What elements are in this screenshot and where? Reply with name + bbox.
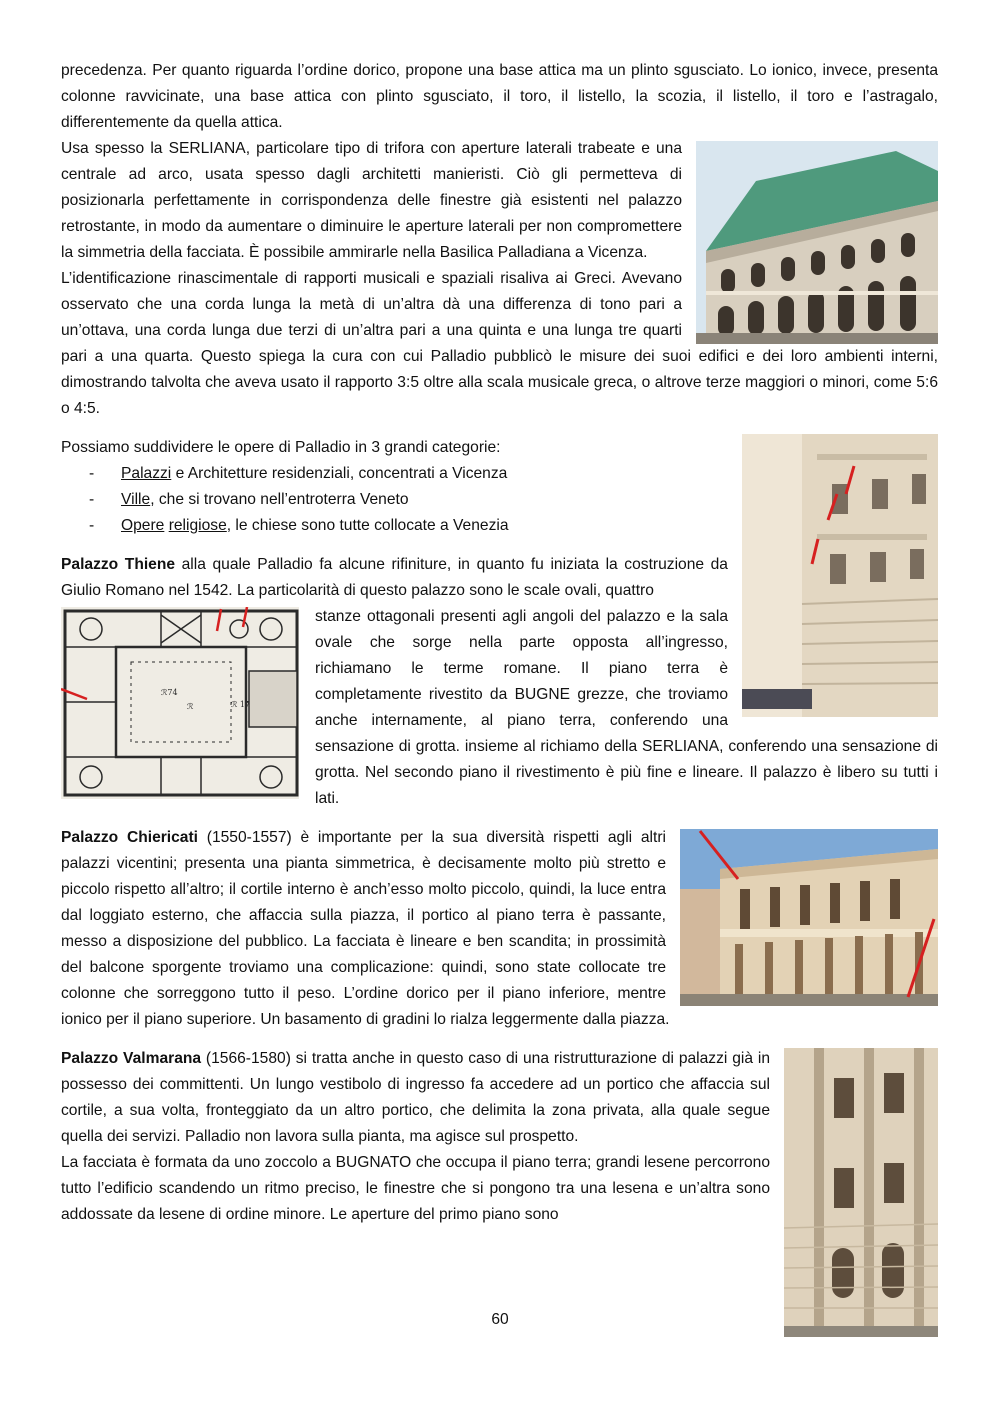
- valmarana-paragraph-1: Palazzo Valmarana (1566-1580) si tratta anche in questo caso di una ristrutturazione di palazzi già in possesso dei committenti. Un lungo vestibolo di ingresso fa accedere ad un portico che affaccia sul cortile, a sua volta, fronteggiato da un altro portico, che delimita la zona privata, alla quale segue quella dei servizi. Palladio non lavora sulla pianta, ma agisce sul prospetto.: [61, 1050, 770, 1145]
- thiene-paragraph-body: stanze ottagonali presenti agli angoli del palazzo e la sala ovale che sorge nella parte opposta all’ingresso, richiamano le terme romane. Il piano terra è completamente rivestito da BUGNE grezze, che troviamo anche internamente, al piano terra, conferendo una sensazione di grotta. insieme al richiamo della SERLIANA, conferendo una sensazione di grotta. Nel secondo piano il rivestimento è più fine e lineare. Il palazzo è libero su tutti i lati.: [315, 608, 938, 807]
- chiericati-title: Palazzo Chiericati: [61, 829, 199, 846]
- category-link: Palazzi: [121, 465, 172, 482]
- thiene-title: Palazzo Thiene: [61, 556, 176, 573]
- valmarana-paragraph-2: La facciata è formata da uno zoccolo a BUGNATO che occupa il piano terra; grandi lesene percorrono tutto l’edificio scandendo un ritmo preciso, le finestre che si pongono tra una lesena e un’altra sono addossate da lesene di ordine minore. Le aperture del primo piano sono: [61, 1154, 770, 1223]
- category-link: religiose: [168, 517, 227, 534]
- thiene-paragraph-intro: Palazzo Thiene alla quale Palladio fa alcune rifiniture, in quanto fu iniziata la costruzione da Giulio Romano nel 1542. La particolarità di questo palazzo sono le scale ovali, quattro: [61, 556, 728, 599]
- category-link: Opere: [121, 517, 165, 534]
- category-link: Ville: [121, 491, 151, 508]
- chiericati-paragraph: Palazzo Chiericati (1550-1557) è importante per la sua diversità rispetti agli altri palazzi vicentini; presenta una pianta simmetrica, è decisamente molto più stretto e piccolo rispetto all’altro; il cortile interno è anch’esso molto piccolo, quindi, la luce entra dal loggiato esterno, che affaccia sulla piazza, il portico al piano terra è passante, messo a disposizione del pubblico. La facciata è lineare e ben scandita; in prossimità del balcone sporgente troviamo una complicazione: quindi, sono state collocate tre colonne che sorreggono tutto il peso. L’ordine dorico per il piano inferiore, mentre ionico per il piano superiore. Un basamento di gradini lo rialza leggermente dalla piazza.: [61, 829, 670, 1028]
- plan-label: ℛ 17: [231, 700, 251, 709]
- palazzo-thiene-plan: [61, 607, 299, 799]
- serliana-paragraph: Usa spesso la SERLIANA, particolare tipo di trifora con aperture laterali trabeate e una centrale ad arco, usata spesso dagli architetti manieristi. Ciò gli permetteva di posizionarla perfettamente in corrispondenza delle finestre già esistenti nel palazzo retrostante, in modo da aumentare o diminuire le aperture laterali per non compromettere la simmetria della facciata. È possibile ammirarle nella Basilica Palladiana a Vicenza.: [61, 140, 682, 261]
- page-content: [61, 58, 938, 1337]
- list-item: - Opere religiose, le chiese sono tutte collocate a Venezia: [89, 517, 509, 534]
- valmarana-title: Palazzo Valmarana: [61, 1050, 202, 1067]
- palazzo-valmarana-photo: [784, 1048, 938, 1337]
- basilica-palladiana-photo: [696, 141, 938, 344]
- categories-lead: Possiamo suddividere le opere di Palladio in 3 grandi categorie:: [61, 439, 501, 456]
- plan-label: ℛ: [187, 702, 194, 711]
- intro-paragraph-1: precedenza. Per quanto riguarda l’ordine dorico, propone una base attica ma un plinto sgusciato. Lo ionico, invece, presenta colonne ravvicinate, una base attica con plinto sgusciato, il toro, il listello, la scozia, il listello, il toro e l’astragalo, differentemente da quella attica.: [61, 62, 938, 131]
- plan-label: ℛ74: [161, 688, 178, 697]
- list-item: - Palazzi e Architetture residenziali, concentrati a Vicenza: [89, 465, 508, 482]
- chiericati-section: [61, 825, 938, 1033]
- categories-thiene-section: [61, 435, 938, 812]
- music-ratio-paragraph: L’identificazione rinascimentale di rapporti musicali e spaziali risaliva ai Greci. Avevano osservato che una corda lunga la metà di un’altra dà una differenza di tono pari a un’ottava, una corda lunga due terzi di un’altra pari a una quinta e una lunga tre quarti pari a una quarta. Questo spiega la cura con cui Palladio pubblicò le misure dei suoi edifici e dei loro ambienti interni, dimostrando talvolta che aveva usato il rapporto 3:5 oltre alla scala musicale greca, o altrove terze maggiori o minori, come 5:6 o 4:5.: [61, 270, 938, 417]
- palazzo-chiericati-photo: [680, 829, 938, 1006]
- list-item: - Ville, che si trovano nell’entroterra Veneto: [89, 491, 409, 508]
- categories-list: [61, 461, 938, 539]
- valmarana-section: [61, 1046, 938, 1337]
- serliana-section: [61, 136, 938, 422]
- page-number: 60: [491, 1311, 509, 1328]
